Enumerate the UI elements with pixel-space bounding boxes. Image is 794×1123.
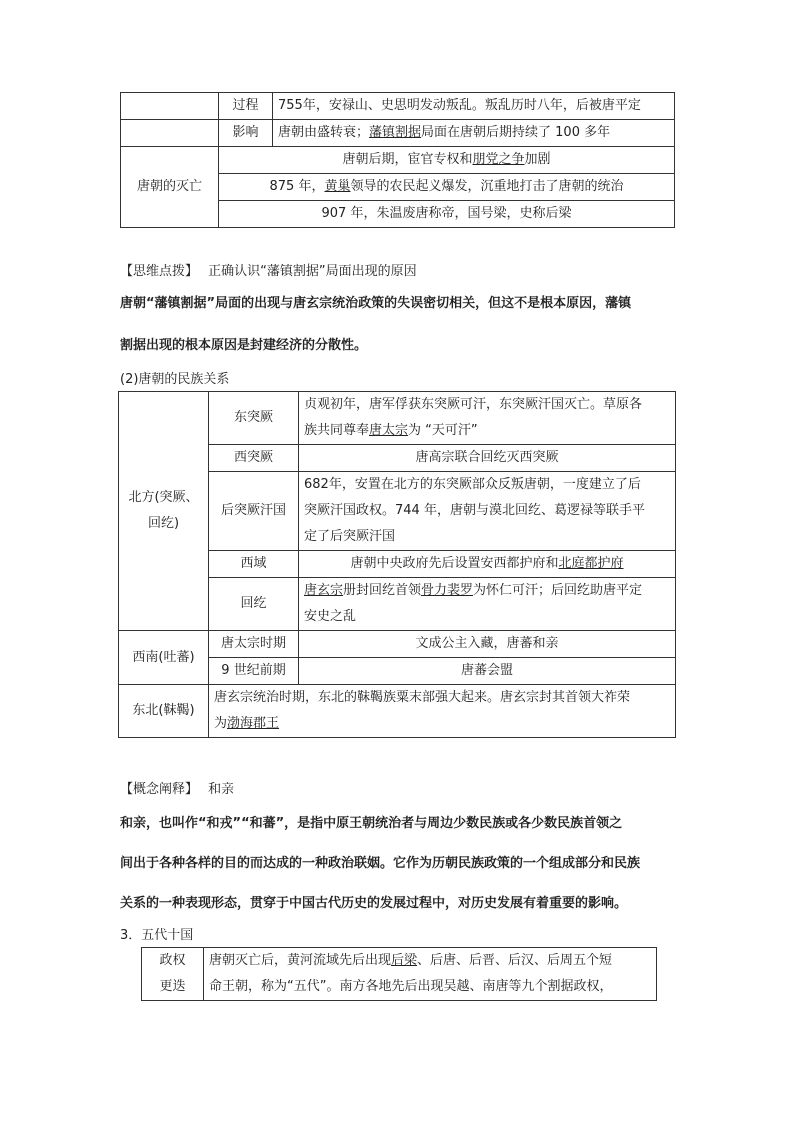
- text: 为 “天可汗”: [408, 423, 478, 438]
- underlined-term: 唐玄宗: [304, 583, 344, 598]
- text-line: [304, 418, 670, 444]
- note-title: 和亲: [208, 782, 235, 797]
- underlined-term: 北庭都护府: [558, 556, 624, 571]
- row-label: 后突厥汗国: [209, 472, 299, 551]
- row-label: 影响: [219, 120, 273, 147]
- section-title: (2)唐朝的民族关系: [120, 372, 230, 387]
- note-line: 关系的一种表现形态，贯穿于中国古代历史的发展过程中，对历史发展有着重要的影响。: [120, 896, 628, 911]
- table-row: [119, 631, 676, 658]
- note-line: 割据出现的根本原因是封建经济的分散性。: [120, 338, 368, 353]
- table-ethnic-relations: [118, 391, 676, 738]
- region-cell: 北方(突厥、回纥): [119, 392, 209, 631]
- table-row: [119, 392, 676, 445]
- note-tag: 【思维点拨】: [120, 264, 199, 279]
- text-line: 命王朝，称为“五代”。南方各地先后出现吴越、南唐等九个割据政权，: [209, 979, 613, 994]
- row-text: 唐蕃会盟: [299, 658, 676, 685]
- row-label: 唐太宗时期: [209, 631, 299, 658]
- underlined-term: 骨力裴罗: [421, 583, 474, 598]
- text: 加剧: [524, 152, 551, 167]
- text-line: 贞观初年，唐军俘获东突厥可汗，东突厥汗国灭亡。草原各: [304, 397, 643, 412]
- row-text: [219, 147, 675, 174]
- note-heading: [120, 778, 680, 797]
- underlined-term: 藩镇割据: [369, 125, 422, 140]
- text-line: 安史之乱: [304, 609, 357, 624]
- text: 为怀仁可汗；后回纥助唐平定: [473, 583, 643, 598]
- table-cell-empty: [121, 93, 219, 120]
- row-text: 755年，安禄山、史思明发动叛乱。叛乱历时八年，后被唐平定: [273, 93, 675, 120]
- note-tag: 【概念阐释】: [120, 782, 199, 797]
- row-label: 过程: [219, 93, 273, 120]
- text-line: 定了后突厥汗国: [304, 529, 396, 544]
- text: 唐朝灭亡后，黄河流域先后出现: [209, 953, 392, 968]
- underlined-term: 渤海郡王: [227, 716, 280, 731]
- row-text: [299, 472, 676, 551]
- row-text: 文成公主入藏，唐蕃和亲: [299, 631, 676, 658]
- row-text: [273, 120, 675, 147]
- table-row: [121, 147, 675, 174]
- text-line: 唐玄宗统治时期，东北的靺鞨族粟末部强大起来。唐玄宗封其首领大祚荣: [214, 690, 631, 705]
- text: 族共同尊奉: [304, 423, 370, 438]
- table-five-dynasties: [141, 947, 657, 1001]
- note-heading: [120, 260, 680, 279]
- text-line: [209, 948, 651, 974]
- table-tang-decline: [120, 92, 675, 228]
- row-label: 东突厥: [209, 392, 299, 445]
- note-line: 间出于各种各样的目的而达成的一种政治联姻。它作为历朝民族政策的一个组成部分和民族: [120, 856, 641, 871]
- underlined-term: 唐太宗: [369, 423, 409, 438]
- text-line: 突厥汗国政权。744 年，唐朝与漠北回纥、葛逻禄等联手平: [304, 503, 645, 518]
- note-line: 和亲，也叫作“和戎”“和蕃”，是指中原王朝统治者与周边少数民族或各少数民族首领之: [120, 816, 623, 831]
- label-line: 更迭: [159, 979, 186, 994]
- underlined-term: 黄巢: [324, 179, 351, 194]
- row-label: [142, 948, 204, 1001]
- row-text: [299, 392, 676, 445]
- table-row: [142, 948, 657, 1001]
- table-cell-empty: [121, 120, 219, 147]
- region-cell: 东北(靺鞨): [119, 685, 209, 738]
- note-line: 唐朝“藩镇割据”局面的出现与唐玄宗统治政策的失误密切相关，但这不是根本原因，藩镇: [120, 296, 632, 311]
- underlined-term: 朋党之争: [472, 152, 525, 167]
- row-header: 唐朝的灭亡: [121, 147, 219, 228]
- table-row: [121, 120, 675, 147]
- text: 、后唐、后晋、后汉、后周五个短: [417, 953, 613, 968]
- table-row: [121, 93, 675, 120]
- text-line: [214, 711, 670, 737]
- text: 册封回纥首领: [343, 583, 422, 598]
- section-title: 3．五代十国: [120, 928, 194, 943]
- note-title: 正确认识“藩镇割据”局面出现的原因: [208, 264, 417, 279]
- label-line: 政权: [159, 953, 186, 968]
- text: 为: [214, 716, 228, 731]
- row-label: 9 世纪前期: [209, 658, 299, 685]
- row-text: [299, 551, 676, 578]
- row-text: 唐高宗联合回纥灭西突厥: [299, 445, 676, 472]
- table-row: [119, 685, 676, 738]
- text: 875 年，: [269, 179, 325, 194]
- region-cell: 西南(吐蕃): [119, 631, 209, 685]
- row-label: 西域: [209, 551, 299, 578]
- row-label: 西突厥: [209, 445, 299, 472]
- text: 领导的农民起义爆发，沉重地打击了唐朝的统治: [350, 179, 624, 194]
- row-text: [299, 578, 676, 631]
- row-text: [209, 685, 676, 738]
- underlined-term: 后梁: [391, 953, 418, 968]
- text: 唐朝后期，宦官专权和: [342, 152, 473, 167]
- row-label: 回纥: [209, 578, 299, 631]
- text-line: 682年，安置在北方的东突厥部众反叛唐朝，一度建立了后: [304, 477, 641, 492]
- text: 局面在唐朝后期持续了 100 多年: [421, 125, 611, 140]
- row-text: [204, 948, 657, 1001]
- text: 唐朝中央政府先后设置安西都护府和: [350, 556, 559, 571]
- text-line: [304, 578, 670, 604]
- row-text: 907 年，朱温废唐称帝，国号梁，史称后梁: [219, 201, 675, 228]
- row-text: [219, 174, 675, 201]
- text: 唐朝由盛转衰；: [278, 125, 370, 140]
